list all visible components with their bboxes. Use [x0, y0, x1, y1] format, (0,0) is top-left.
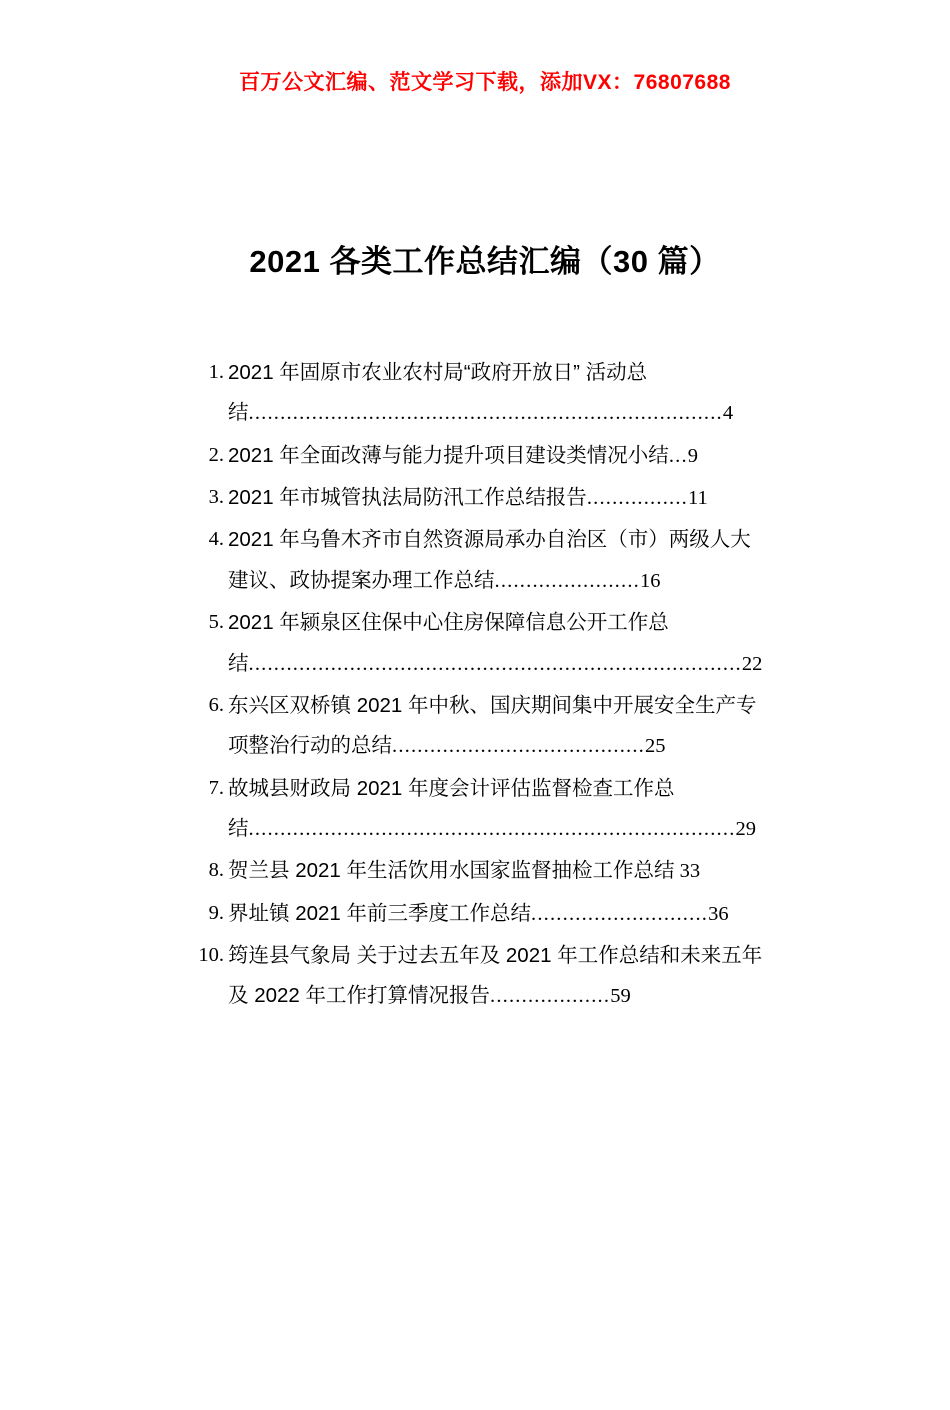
toc-page-number: 33	[679, 860, 701, 883]
toc-entry-body	[228, 936, 770, 1017]
toc-entry-title: 贺兰县 2021 年生活饮用水国家监督抽检工作总结	[228, 859, 675, 883]
toc-page-number: 9	[687, 444, 699, 467]
toc-entry[interactable]	[190, 520, 770, 601]
toc-entry[interactable]	[190, 436, 770, 476]
toc-entry-number: 1.	[208, 361, 224, 383]
toc-entry-number: 2.	[208, 443, 224, 466]
toc-entry-number: 10.	[198, 944, 224, 967]
toc-entry-body	[228, 894, 770, 934]
toc-page-number: 22	[741, 652, 763, 675]
toc-entry[interactable]	[190, 851, 770, 891]
toc-entry-title: 东兴区双桥镇 2021 年中秋、国庆期间集中开展安全生产专项整治行动的总结	[228, 693, 757, 758]
toc-entry-title: 2021 年固原市农业农村局“政府开放日” 活动总结	[228, 361, 648, 425]
toc-entry[interactable]	[190, 353, 770, 434]
toc-page-number: 11	[688, 487, 708, 510]
toc-entry-body	[228, 520, 770, 601]
toc-entry-body	[228, 851, 770, 891]
toc-entry-body	[228, 603, 770, 684]
toc-entry-title: 2021 年全面改薄与能力提升项目建设类情况小结	[228, 443, 669, 467]
toc-entry-number: 3.	[208, 486, 224, 509]
toc-entry[interactable]	[190, 686, 770, 767]
toc-entry-number: 8.	[208, 859, 224, 882]
toc-entry-title: 筠连县气象局 关于过去五年及 2021 年工作总结和未来五年 及 2022 年工作打算情况报告	[228, 944, 763, 1008]
toc-entry-body	[228, 478, 770, 518]
toc-entry[interactable]	[190, 478, 770, 518]
page-title: 2021 各类工作总结汇编（30 篇）	[249, 244, 721, 279]
toc-entry[interactable]	[190, 603, 770, 684]
toc-entry-title: 故城县财政局 2021 年度会计评估监督检查工作总结	[228, 776, 675, 840]
toc-leader-dots: ...........................................................................	[248, 402, 723, 425]
toc-entry-title: 2021 年乌鲁木齐市自然资源局承办自治区（市）两级人大建议、政协提案办理工作总结	[228, 528, 751, 592]
toc-page-number: 29	[735, 817, 757, 840]
toc-page-number: 16	[639, 569, 661, 592]
toc-leader-dots: ..............................................................................	[248, 652, 742, 675]
toc-leader-dots: ........................................	[392, 735, 645, 758]
toc-page-number: 25	[645, 735, 666, 758]
toc-entry-body	[228, 353, 770, 434]
watermark-text: 百万公文汇编、范文学习下载，添加VX：76807688	[239, 71, 731, 94]
toc-entry-number: 7.	[208, 776, 224, 799]
toc-page-number: 59	[610, 985, 631, 1008]
toc-entry-title: 2021 年颍泉区住保中心住房保障信息公开工作总结	[228, 611, 669, 675]
toc-entry-title: 2021 年市城管执法局防汛工作总结报告	[228, 486, 587, 510]
toc-entry[interactable]	[190, 936, 770, 1017]
toc-entry-title: 界址镇 2021 年前三季度工作总结	[228, 901, 531, 925]
toc-leader-dots: ................	[586, 487, 689, 510]
toc-leader-dots: .............................................................................	[248, 817, 736, 840]
toc-entry[interactable]	[190, 894, 770, 934]
toc-entry-number: 9.	[208, 901, 224, 924]
toc-entry[interactable]	[190, 769, 770, 850]
toc-entry-body	[228, 769, 770, 850]
table-of-contents	[190, 353, 770, 1017]
toc-entry-number: 6.	[208, 693, 224, 716]
toc-entry-body	[228, 686, 770, 767]
toc-leader-dots: .......................	[494, 569, 640, 592]
document-page	[0, 66, 950, 1410]
toc-leader-dots: ...	[668, 444, 688, 467]
toc-entry-body	[228, 436, 770, 476]
toc-page-number: 36	[708, 902, 729, 925]
toc-leader-dots: ............................	[531, 902, 709, 925]
toc-entry-number: 5.	[208, 611, 224, 634]
toc-leader-dots: ...................	[490, 985, 611, 1008]
toc-entry-number: 4.	[208, 528, 224, 551]
toc-page-number: 4	[722, 402, 734, 425]
